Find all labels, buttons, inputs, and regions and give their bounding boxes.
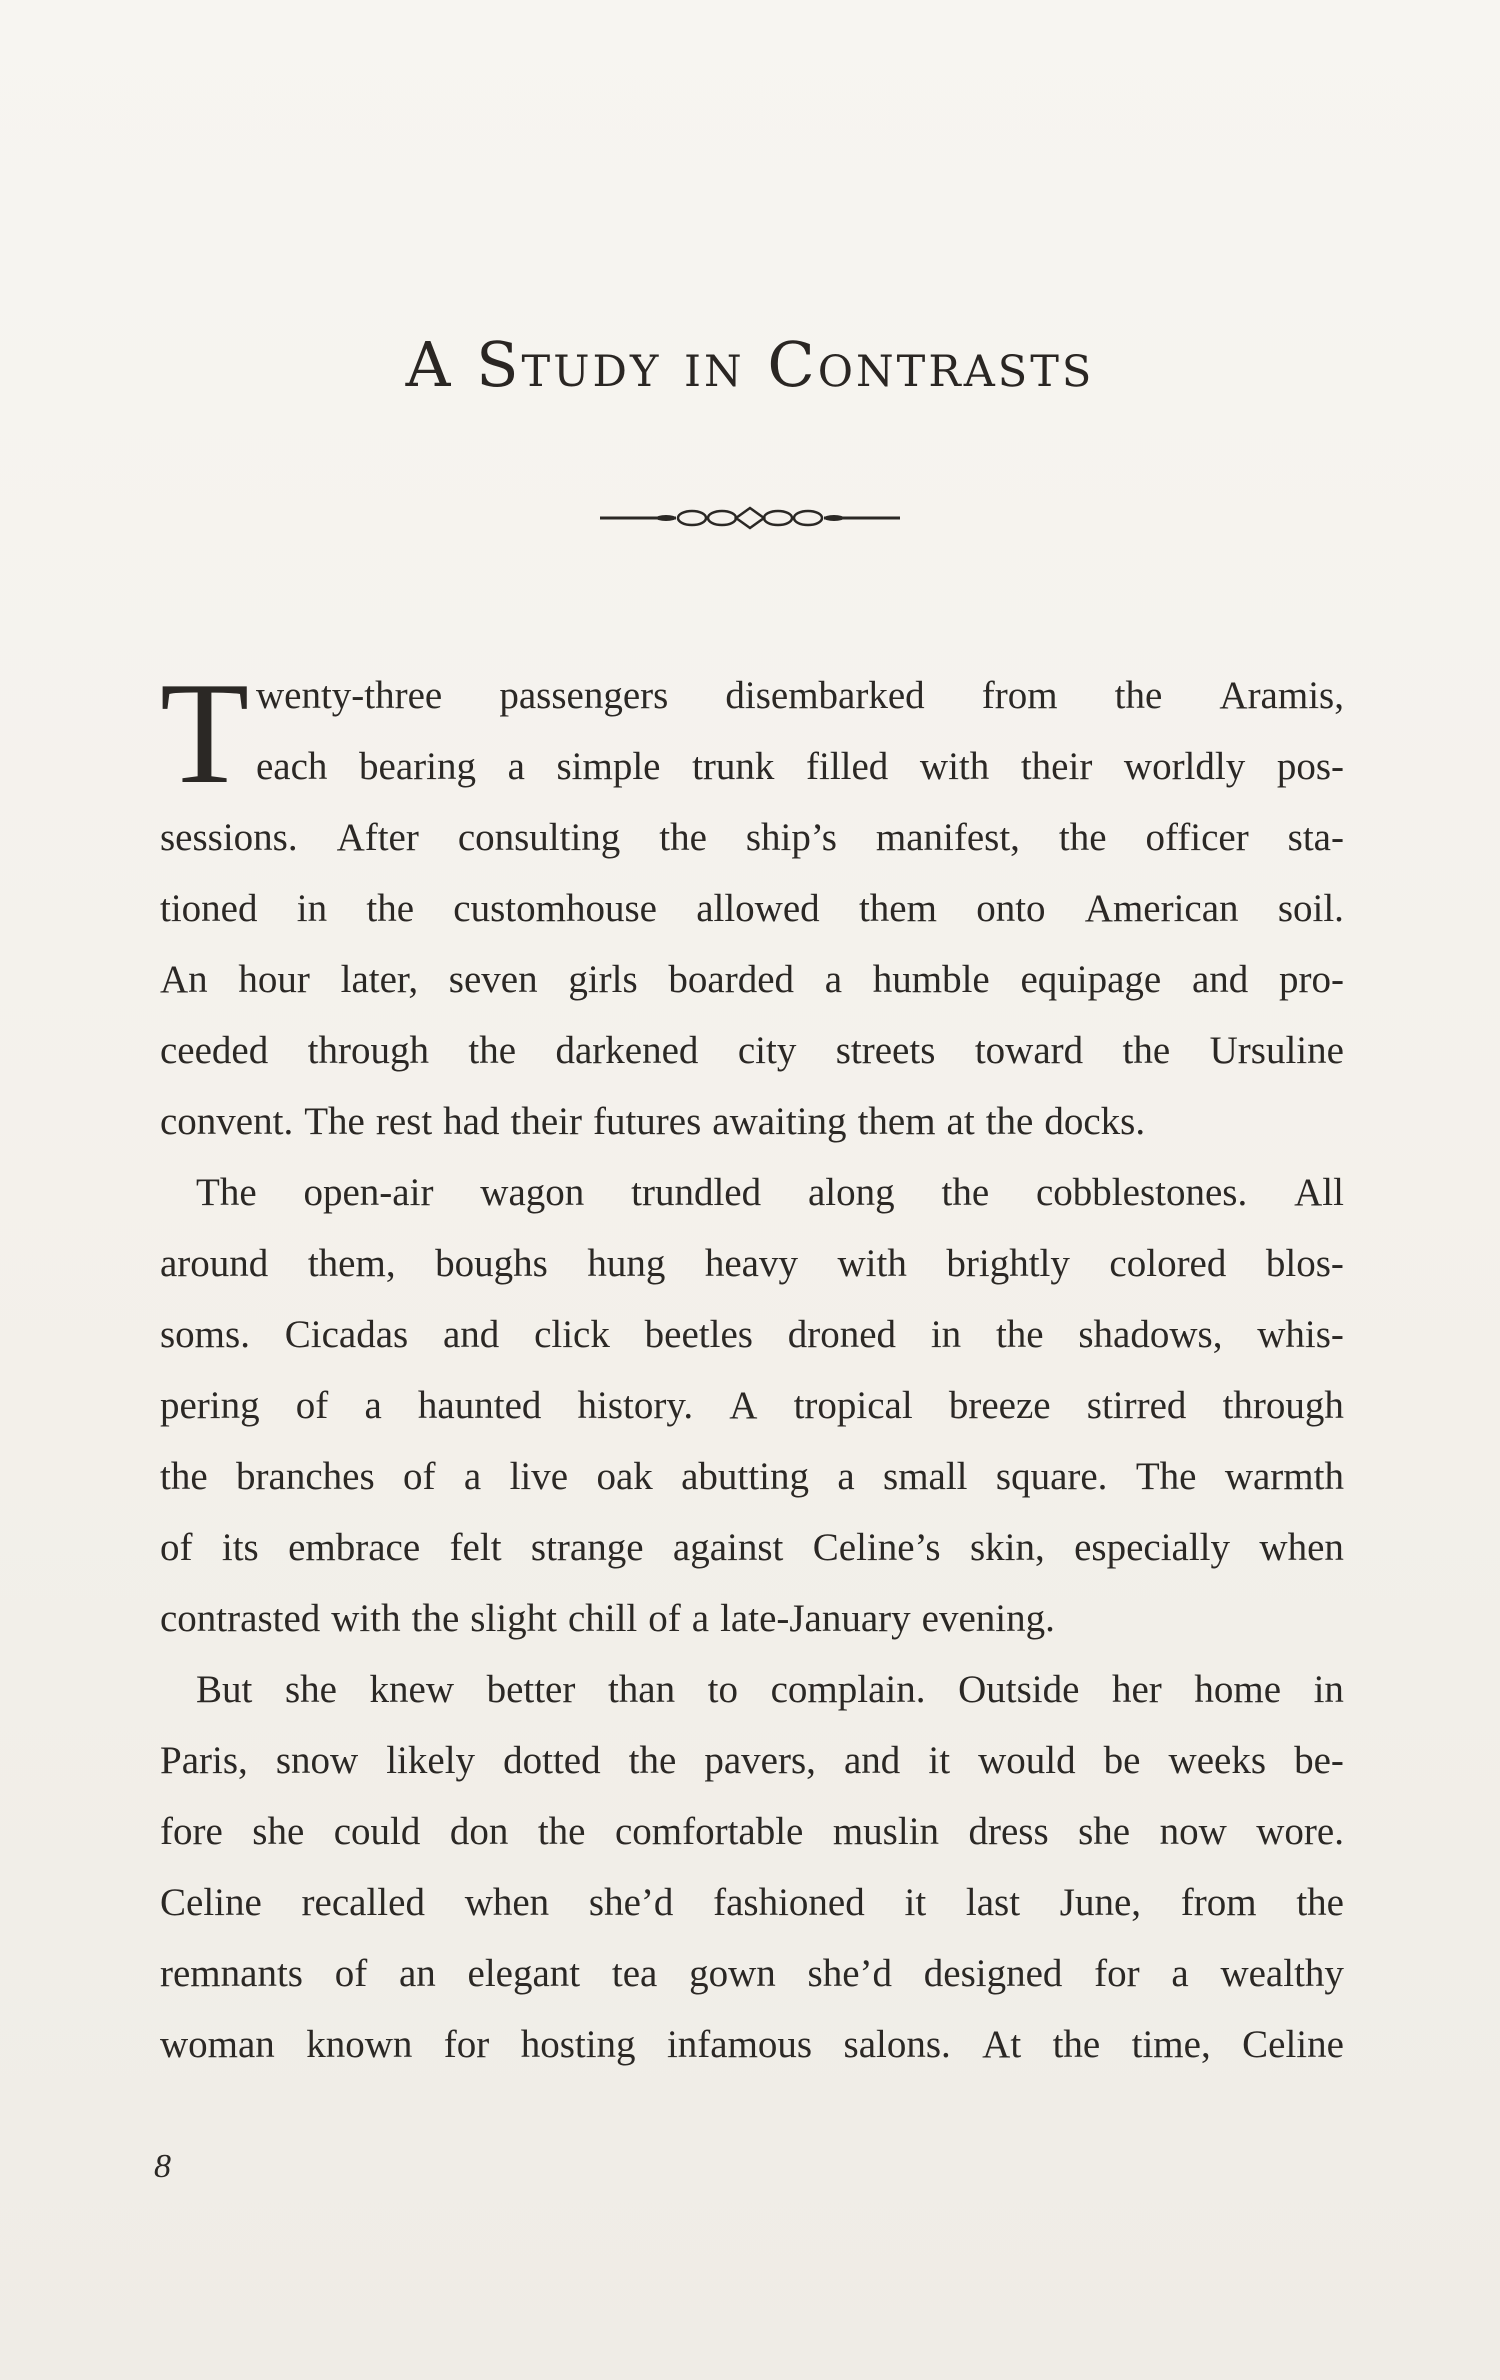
word: fashioned xyxy=(713,1881,865,1924)
word: weeks xyxy=(1168,1739,1266,1782)
word: when xyxy=(464,1881,550,1924)
word: last xyxy=(965,1881,1021,1924)
word: rest xyxy=(375,1100,433,1143)
word: of xyxy=(295,1384,329,1427)
word: fore xyxy=(160,1810,223,1853)
word: late-January xyxy=(720,1597,911,1640)
word: with xyxy=(837,1242,907,1285)
word: breeze xyxy=(948,1384,1051,1427)
word: designed xyxy=(923,1952,1063,1995)
word: live xyxy=(509,1455,569,1498)
word: with xyxy=(919,745,990,788)
word: through xyxy=(307,1029,429,1072)
page-number: 8 xyxy=(154,2148,171,2185)
word: better xyxy=(486,1668,576,1711)
word: trunk xyxy=(692,745,775,788)
word: futures xyxy=(592,1100,702,1143)
word: knew xyxy=(369,1668,454,1711)
word: brightly xyxy=(946,1242,1070,1285)
word: whis- xyxy=(1257,1313,1344,1356)
word: convent. xyxy=(160,1100,294,1143)
word: abutting xyxy=(681,1455,809,1498)
text-line xyxy=(160,1512,1344,1583)
word: muslin xyxy=(832,1810,940,1853)
word: to xyxy=(707,1668,739,1711)
word: them xyxy=(857,1100,936,1143)
word: soil. xyxy=(1277,887,1344,930)
word: likely xyxy=(386,1739,476,1782)
word: humble xyxy=(872,958,990,1001)
word: docks. xyxy=(1044,1100,1146,1143)
word: complain. xyxy=(770,1668,926,1711)
word: the xyxy=(985,1100,1034,1143)
word: a xyxy=(507,745,525,788)
word: remnants xyxy=(160,1952,303,1995)
word: allowed xyxy=(696,887,820,930)
word: branches xyxy=(236,1455,375,1498)
word: time, xyxy=(1131,2023,1211,2066)
word: a xyxy=(463,1455,482,1498)
word: it xyxy=(928,1739,951,1782)
word: and xyxy=(1191,958,1249,1001)
word: onto xyxy=(976,887,1046,930)
word: she xyxy=(1078,1810,1131,1853)
ornamental-divider xyxy=(600,498,900,538)
word: boughs xyxy=(435,1242,548,1285)
word: she’d xyxy=(807,1952,893,1995)
word: known xyxy=(306,2023,413,2066)
word: of xyxy=(160,1526,193,1569)
word: hosting xyxy=(520,2023,636,2066)
word: home xyxy=(1194,1668,1282,1711)
word: shadows, xyxy=(1078,1313,1223,1356)
word: beetles xyxy=(644,1313,753,1356)
word: droned xyxy=(787,1313,897,1356)
word: girls xyxy=(568,958,638,1001)
word: the xyxy=(411,1597,460,1640)
word: its xyxy=(221,1526,259,1569)
text-line xyxy=(160,944,1344,1015)
word: in xyxy=(1313,1668,1344,1711)
word: colored xyxy=(1109,1242,1227,1285)
word: pavers, xyxy=(704,1739,816,1782)
word: sessions. xyxy=(160,816,298,859)
word: when xyxy=(1259,1526,1344,1569)
word: the xyxy=(366,887,415,930)
text-line xyxy=(160,1725,1344,1796)
word: consulting xyxy=(457,816,621,859)
word: pos- xyxy=(1276,745,1344,788)
word: Cicadas xyxy=(284,1313,409,1356)
word: Celine’s xyxy=(812,1526,941,1569)
chapter-title: A Study in Contrasts xyxy=(405,328,1095,401)
text-line xyxy=(160,1299,1344,1370)
word: Outside xyxy=(958,1668,1080,1711)
word: later, xyxy=(340,958,419,1001)
text-line xyxy=(160,1157,1344,1228)
word: the xyxy=(1296,1881,1344,1924)
word: against xyxy=(672,1526,784,1569)
word: chill xyxy=(567,1597,638,1640)
word: along xyxy=(807,1171,895,1214)
word: All xyxy=(1294,1171,1344,1214)
word: skin, xyxy=(969,1526,1045,1569)
word: could xyxy=(333,1810,421,1853)
word: the xyxy=(659,816,707,859)
word: of xyxy=(403,1455,436,1498)
word: the xyxy=(1122,1029,1171,1072)
word: elegant xyxy=(467,1952,581,1995)
text-line xyxy=(160,1938,1344,2009)
word: ceeded xyxy=(160,1029,269,1072)
word: be xyxy=(1103,1739,1141,1782)
word: soms. xyxy=(160,1313,250,1356)
word: open-air xyxy=(303,1171,434,1214)
word: a xyxy=(691,1597,710,1640)
word: now xyxy=(1159,1810,1227,1853)
word: filled xyxy=(806,745,889,788)
word: the xyxy=(160,1455,208,1498)
word: dress xyxy=(968,1810,1049,1853)
word: small xyxy=(883,1455,968,1498)
word: boarded xyxy=(668,958,794,1001)
word: around xyxy=(160,1242,269,1285)
word: would xyxy=(978,1739,1076,1782)
word: simple xyxy=(556,745,661,788)
word: of xyxy=(648,1597,681,1640)
word: an xyxy=(398,1952,436,1995)
word: haunted xyxy=(417,1384,542,1427)
word: her xyxy=(1111,1668,1162,1711)
word: seven xyxy=(448,958,538,1001)
word: pro- xyxy=(1278,958,1344,1001)
word: embrace xyxy=(288,1526,421,1569)
word: a xyxy=(1171,1952,1189,1995)
word: A xyxy=(729,1384,758,1427)
text-line xyxy=(160,1015,1344,1086)
word: recalled xyxy=(301,1881,425,1924)
word: the xyxy=(537,1810,586,1853)
word: heavy xyxy=(704,1242,798,1285)
word: city xyxy=(737,1029,797,1072)
word: At xyxy=(982,2023,1022,2066)
text-line xyxy=(160,873,1344,944)
word: in xyxy=(930,1313,962,1356)
word: tea xyxy=(611,1952,658,1995)
word: wagon xyxy=(480,1171,585,1214)
word: with xyxy=(331,1597,401,1640)
word: contrasted xyxy=(160,1597,321,1640)
word: disembarked xyxy=(725,674,925,717)
word: the xyxy=(468,1029,517,1072)
word: don xyxy=(449,1810,509,1853)
word: be- xyxy=(1294,1739,1344,1782)
word: Ursuline xyxy=(1209,1029,1344,1072)
word: passengers xyxy=(499,674,669,717)
word: worldly xyxy=(1123,745,1246,788)
word: hung xyxy=(587,1242,666,1285)
word: the xyxy=(995,1313,1044,1356)
word: pering xyxy=(160,1384,260,1427)
word: darkened xyxy=(555,1029,699,1072)
word: through xyxy=(1222,1384,1344,1427)
word: officer xyxy=(1145,816,1249,859)
word: June, xyxy=(1059,1881,1142,1924)
word: slight xyxy=(470,1597,557,1640)
word: The xyxy=(304,1100,365,1143)
word: Aramis, xyxy=(1219,674,1344,717)
word: for xyxy=(443,2023,490,2066)
word: wealthy xyxy=(1220,1952,1344,1995)
word: wore. xyxy=(1256,1810,1344,1853)
word: Paris, xyxy=(160,1739,248,1782)
word: a xyxy=(824,958,843,1001)
word: dotted xyxy=(503,1739,601,1782)
word: in xyxy=(296,887,328,930)
word: than xyxy=(607,1668,676,1711)
word: warmth xyxy=(1224,1455,1344,1498)
text-line xyxy=(160,1796,1344,1867)
word: tropical xyxy=(793,1384,913,1427)
word: salons. xyxy=(843,2023,951,2066)
word: comfortable xyxy=(614,1810,804,1853)
word: The xyxy=(196,1171,257,1214)
word: strange xyxy=(530,1526,644,1569)
word: wenty-three xyxy=(256,674,443,717)
word: their xyxy=(510,1100,582,1143)
word: hour xyxy=(238,958,310,1001)
word: Celine xyxy=(1242,2023,1344,2066)
word: sta- xyxy=(1287,816,1344,859)
word: toward xyxy=(974,1029,1084,1072)
word: the xyxy=(628,1739,677,1782)
text-line xyxy=(160,802,1344,873)
word: the xyxy=(941,1171,990,1214)
text-line xyxy=(160,731,1344,802)
word: a xyxy=(364,1384,382,1427)
word: the xyxy=(1114,674,1163,717)
word: the xyxy=(1058,816,1107,859)
word: from xyxy=(1180,1881,1257,1924)
drop-cap: T xyxy=(160,652,250,814)
word: snow xyxy=(275,1739,359,1782)
word: The xyxy=(1135,1455,1197,1498)
word: their xyxy=(1020,745,1093,788)
word: After xyxy=(336,816,419,859)
word: at xyxy=(946,1100,975,1143)
body-text xyxy=(160,652,1344,2080)
word: manifest, xyxy=(875,816,1020,859)
word: she’d xyxy=(588,1881,674,1924)
word: a xyxy=(837,1455,855,1498)
word: ship’s xyxy=(745,816,837,859)
word: she xyxy=(252,1810,305,1853)
text-line xyxy=(160,1228,1344,1299)
word: blos- xyxy=(1265,1242,1344,1285)
word: felt xyxy=(449,1526,502,1569)
word: of xyxy=(334,1952,368,1995)
word: square. xyxy=(995,1455,1108,1498)
word: oak xyxy=(596,1455,653,1498)
word: she xyxy=(284,1668,337,1711)
text-line xyxy=(160,1370,1344,1441)
word: and xyxy=(442,1313,500,1356)
word: and xyxy=(843,1739,901,1782)
text-line xyxy=(160,1867,1344,1938)
word: customhouse xyxy=(453,887,657,930)
word: them, xyxy=(307,1242,396,1285)
text-line xyxy=(160,1654,1344,1725)
word: American xyxy=(1084,887,1239,930)
text-line xyxy=(160,660,1344,731)
word: But xyxy=(196,1668,253,1711)
word: stirred xyxy=(1086,1384,1187,1427)
word: streets xyxy=(835,1029,936,1072)
word: gown xyxy=(689,1952,776,1995)
word: trundled xyxy=(631,1171,762,1214)
word: them xyxy=(858,887,937,930)
word: bearing xyxy=(359,745,476,788)
word: history. xyxy=(577,1384,694,1427)
word: An xyxy=(160,958,208,1001)
word: tioned xyxy=(160,887,258,930)
word: infamous xyxy=(666,2023,813,2066)
word: the xyxy=(1052,2023,1101,2066)
text-line xyxy=(160,1086,1344,1157)
word: Celine xyxy=(160,1881,262,1924)
word: equipage xyxy=(1020,958,1162,1001)
text-line xyxy=(160,1583,1344,1654)
text-line xyxy=(160,1441,1344,1512)
word: evening. xyxy=(921,1597,1055,1640)
text-line xyxy=(160,2009,1344,2080)
word: especially xyxy=(1074,1526,1231,1569)
word: awaiting xyxy=(712,1100,847,1143)
word: from xyxy=(981,674,1058,717)
word: had xyxy=(443,1100,500,1143)
word: it xyxy=(904,1881,927,1924)
word: click xyxy=(534,1313,610,1356)
word: for xyxy=(1094,1952,1140,1995)
word: woman xyxy=(160,2023,275,2066)
word: cobblestones. xyxy=(1036,1171,1248,1214)
word: each xyxy=(256,745,328,788)
